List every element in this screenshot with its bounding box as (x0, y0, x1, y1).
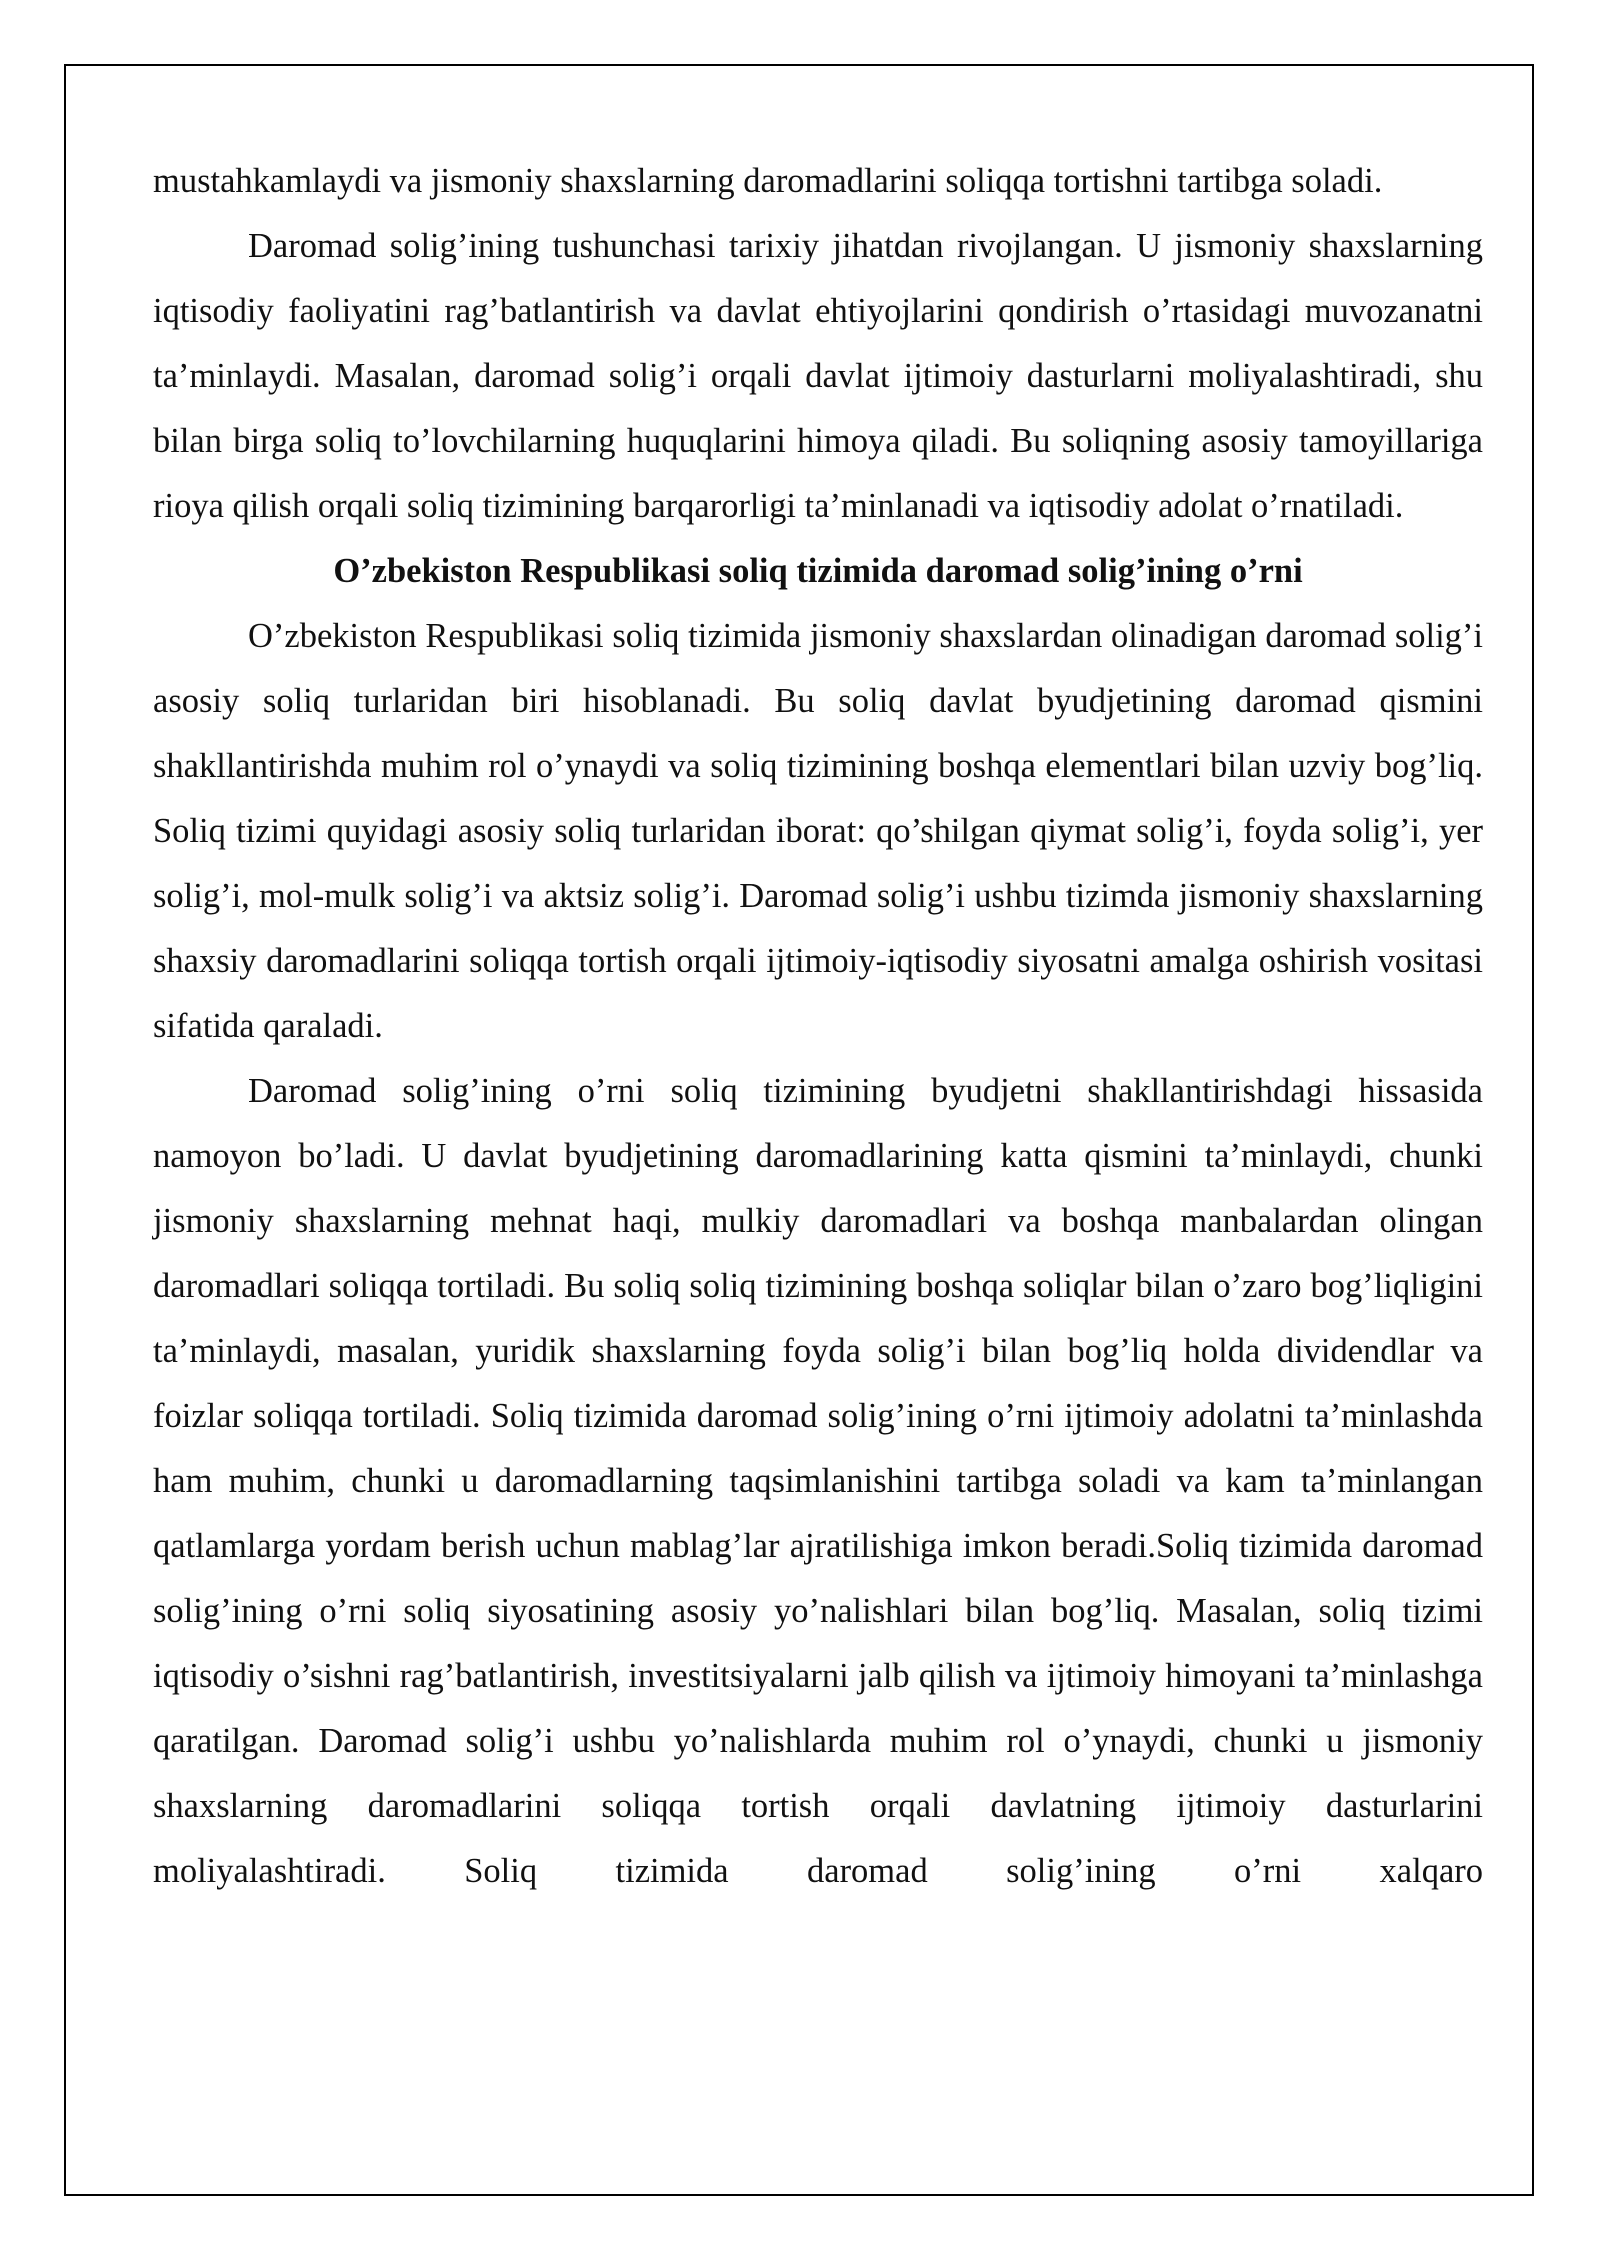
document-body (153, 149, 1483, 1904)
paragraph-continuation: mustahkamlaydi va jismoniy shaxslarning daromadlarini soliqqa tortishni tartibga soladi. (153, 162, 1383, 200)
paragraph: Daromad solig’ining tushunchasi tarixiy jihatdan rivojlangan. U jismoniy shaxslarning iqtisodiy faoliyatini rag’batlantirish va davlat ehtiyojlarini qondirish o’rtasidagi muvozanatni ta’minlaydi. Masalan, daromad solig’i orqali davlat ijtimoiy dasturlarni moliyalashtiradi, shu bilan birga soliq to’lovchilarning huquqlarini himoya qiladi. Bu soliqning asosiy tamoyillariga rioya qilish orqali soliq tizimining barqarorligi ta’minlanadi va iqtisodiy adolat o’rnatiladi. (153, 227, 1483, 525)
paragraph: O’zbekiston Respublikasi soliq tizimida jismoniy shaxslardan olinadigan daromad solig’i asosiy soliq turlaridan biri hisoblanadi. Bu soliq davlat byudjetining daromad qismini shakllantirishda muhim rol o’ynaydi va soliq tizimining boshqa elementlari bilan uzviy bog’liq. Soliq tizimi quyidagi asosiy soliq turlaridan iborat: qo’shilgan qiymat solig’i, foyda solig’i, yer solig’i, mol-mulk solig’i va aktsiz solig’i. Daromad solig’i ushbu tizimda jismoniy shaxslarning shaxsiy daromadlarini soliqqa tortish orqali ijtimoiy-iqtisodiy siyosatni amalga oshirish vositasi sifatida qaraladi. (153, 617, 1483, 1045)
paragraph: Daromad solig’ining o’rni soliq tizimining byudjetni shakllantirishdagi hissasida namoyon bo’ladi. U davlat byudjetining daromadlarining katta qismini ta’minlaydi, chunki jismoniy shaxslarning mehnat haqi, mulkiy daromadlari va boshqa manbalardan olingan daromadlari soliqqa tortiladi. Bu soliq soliq tizimining boshqa soliqlar bilan o’zaro bog’liqligini ta’minlaydi, masalan, yuridik shaxslarning foyda solig’i bilan bog’liq holda dividendlar va foizlar soliqqa tortiladi. Soliq tizimida daromad solig’ining o’rni ijtimoiy adolatni ta’minlashda ham muhim, chunki u daromadlarning taqsimlanishini tartibga soladi va kam ta’minlangan qatlamlarga yordam berish uchun mablag’lar ajratilishiga imkon beradi.Soliq tizimida daromad solig’ining o’rni soliq siyosatining asosiy yo’nalishlari bilan bog’liq. Masalan, soliq tizimi iqtisodiy o’sishni rag’batlantirish, investitsiyalarni jalb qilish va ijtimoiy himoyani ta’minlashga qaratilgan. Daromad solig’i ushbu yo’nalishlarda muhim rol o’ynaydi, chunki u jismoniy shaxslarning daromadlarini soliqqa tortish orqali davlatning ijtimoiy dasturlarini moliyalashtiradi. Soliq tizimida daromad solig’ining o’rni xalqaro (153, 1072, 1483, 1890)
section-heading: O’zbekiston Respublikasi soliq tizimida daromad solig’ining o’rni (333, 552, 1303, 590)
